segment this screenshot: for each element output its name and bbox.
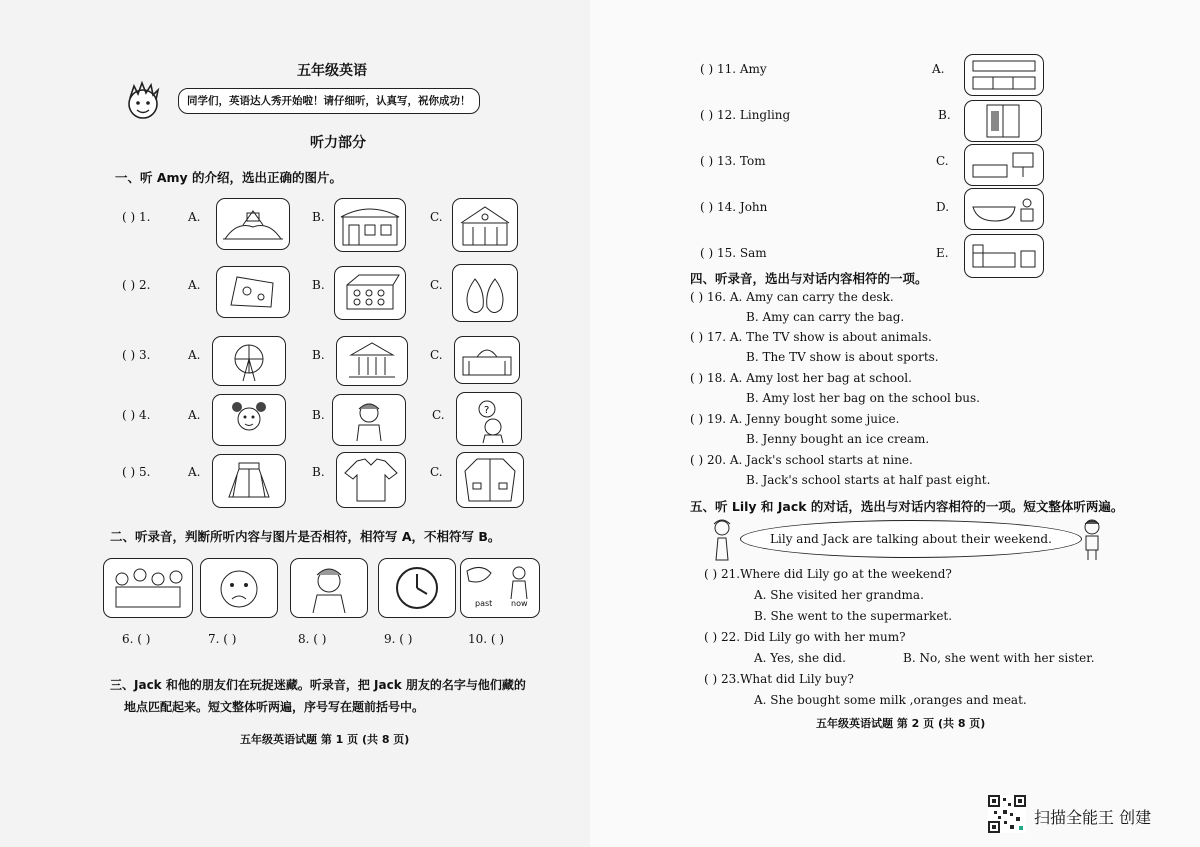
q2-pears-image xyxy=(452,264,518,322)
lily-figure-icon xyxy=(706,516,738,562)
q3-museum-image xyxy=(336,336,408,386)
q2-opt-a: A. xyxy=(188,278,201,292)
q4-old-man-image xyxy=(456,392,522,446)
scanner-watermark: 扫描全能王 创建 xyxy=(1034,808,1152,827)
q1-opt-a: A. xyxy=(188,210,201,224)
q3-ferris-wheel-image xyxy=(212,336,286,386)
svg-text:?: ? xyxy=(484,405,490,416)
q17-option-b: B. The TV show is about sports. xyxy=(746,350,939,364)
q1-park-image xyxy=(216,198,290,250)
q1-label: ( ) 1. xyxy=(122,210,151,224)
q16-option-a: ( ) 16. A. Amy can carry the desk. xyxy=(690,290,894,304)
q5-shirt-image xyxy=(336,452,406,508)
q19-option-a: ( ) 19. A. Jenny bought some juice. xyxy=(690,412,900,426)
q5-opt-c: C. xyxy=(430,465,443,479)
answer-10: 10. ( ) xyxy=(468,632,505,646)
section1-title: 一、听 Amy 的介绍，选出正确的图片。 xyxy=(115,170,343,185)
right-page xyxy=(590,0,1200,847)
q11-label: ( ) 11. Amy xyxy=(700,62,767,76)
q17-option-a: ( ) 17. A. The TV show is about animals. xyxy=(690,330,932,344)
past-label: past xyxy=(475,599,493,608)
q16-option-b: B. Amy can carry the bag. xyxy=(746,310,905,324)
section5-title: 五、听 Lily 和 Jack 的对话，选出与对话内容相符的一项。短文整体听两遍。 xyxy=(690,499,1124,514)
section3-line2: 地点匹配起来。短文整体听两遍，序号写在题前括号中。 xyxy=(124,700,425,714)
q2-cheese-image xyxy=(216,266,290,318)
q22-option-a: A. Yes, she did. xyxy=(754,651,846,665)
q8-grandma-image xyxy=(290,558,368,618)
answer-9: 9. ( ) xyxy=(384,632,413,646)
bathroom-image xyxy=(964,188,1044,230)
q7-sick-face-image xyxy=(200,558,278,618)
dialog-banner: Lily and Jack are talking about their weekend. xyxy=(740,520,1082,558)
left-page xyxy=(0,0,590,847)
page2-footer: 五年级英语试题 第 2 页 (共 8 页) xyxy=(816,717,986,730)
q1-shop-image xyxy=(334,198,406,252)
q2-opt-b: B. xyxy=(312,278,325,292)
q18-option-a: ( ) 18. A. Amy lost her bag at school. xyxy=(690,371,912,385)
q13-label: ( ) 13. Tom xyxy=(700,154,766,168)
q12-label: ( ) 12. Lingling xyxy=(700,108,791,122)
q23-question: ( ) 23.What did Lily buy? xyxy=(704,672,854,686)
q2-label: ( ) 2. xyxy=(122,278,151,292)
section-heading: 听力部分 xyxy=(310,135,366,151)
jack-figure-icon xyxy=(1078,516,1106,562)
section2-title: 二、听录音，判断所听内容与图片是否相符，相符写 A，不相符写 B。 xyxy=(110,529,501,544)
living-room-image xyxy=(964,144,1044,186)
q5-skirt-image xyxy=(212,454,286,508)
q4-label: ( ) 4. xyxy=(122,408,151,422)
q4-boy-image xyxy=(332,394,406,446)
q3-opt-c: C. xyxy=(430,348,443,362)
exam-title: 五年级英语 xyxy=(297,63,367,79)
cartoon-boy-icon xyxy=(120,80,166,122)
q21-question: ( ) 21.Where did Lily go at the weekend? xyxy=(704,567,952,581)
answer-7: 7. ( ) xyxy=(208,632,237,646)
banner-bubble: 同学们，英语达人秀开始啦！请仔细听，认真写，祝你成功！ xyxy=(178,88,480,114)
bedroom-image xyxy=(964,234,1044,278)
answer-8: 8. ( ) xyxy=(298,632,327,646)
q15-label: ( ) 15. Sam xyxy=(700,246,767,260)
qr-code-icon xyxy=(988,795,1026,833)
q4-opt-b: B. xyxy=(312,408,325,422)
q2-chocolate-box-image xyxy=(334,266,406,320)
q20-option-a: ( ) 20. A. Jack's school starts at nine. xyxy=(690,453,913,467)
q3-label: ( ) 3. xyxy=(122,348,151,362)
q22-question: ( ) 22. Did Lily go with her mum? xyxy=(704,630,906,644)
q9-clock-image xyxy=(378,558,456,618)
q5-coat-image xyxy=(456,452,524,508)
closet-image xyxy=(964,100,1042,142)
section4-title: 四、听录音，选出与对话内容相符的一项。 xyxy=(690,271,928,286)
place-c-letter: C. xyxy=(936,154,949,168)
q1-school-image xyxy=(452,198,518,252)
q21-option-a: A. She visited her grandma. xyxy=(754,588,924,602)
q6-family-image xyxy=(103,558,193,618)
q3-palace-image xyxy=(454,336,520,384)
q2-opt-c: C. xyxy=(430,278,443,292)
q3-opt-b: B. xyxy=(312,348,325,362)
q4-opt-c: C. xyxy=(432,408,445,422)
page1-footer: 五年级英语试题 第 1 页 (共 8 页) xyxy=(240,733,410,746)
q1-opt-c: C. xyxy=(430,210,443,224)
q1-opt-b: B. xyxy=(312,210,325,224)
q5-opt-b: B. xyxy=(312,465,325,479)
place-e-letter: E. xyxy=(936,246,949,260)
answer-6: 6. ( ) xyxy=(122,632,151,646)
place-a-letter: A. xyxy=(932,62,945,76)
place-d-letter: D. xyxy=(936,200,950,214)
q23-option-a: A. She bought some milk ,oranges and meat. xyxy=(754,693,1027,707)
place-b-letter: B. xyxy=(938,108,951,122)
q14-label: ( ) 14. John xyxy=(700,200,768,214)
section3-line1: 三、Jack 和他的朋友们在玩捉迷藏。听录音，把 Jack 朋友的名字与他们藏的 xyxy=(110,678,526,692)
q18-option-b: B. Amy lost her bag on the school bus. xyxy=(746,391,980,405)
now-label: now xyxy=(511,599,528,608)
q19-option-b: B. Jenny bought an ice cream. xyxy=(746,432,930,446)
q3-opt-a: A. xyxy=(188,348,201,362)
q20-option-b: B. Jack's school starts at half past eight. xyxy=(746,473,991,487)
q5-opt-a: A. xyxy=(188,465,201,479)
q22-option-b: B. No, she went with her sister. xyxy=(903,651,1095,665)
q10-past-now-image xyxy=(460,558,540,618)
q21-option-b: B. She went to the supermarket. xyxy=(754,609,953,623)
q5-label: ( ) 5. xyxy=(122,465,151,479)
q4-opt-a: A. xyxy=(188,408,201,422)
q4-girl-image xyxy=(212,394,286,446)
kitchen-image xyxy=(964,54,1044,96)
